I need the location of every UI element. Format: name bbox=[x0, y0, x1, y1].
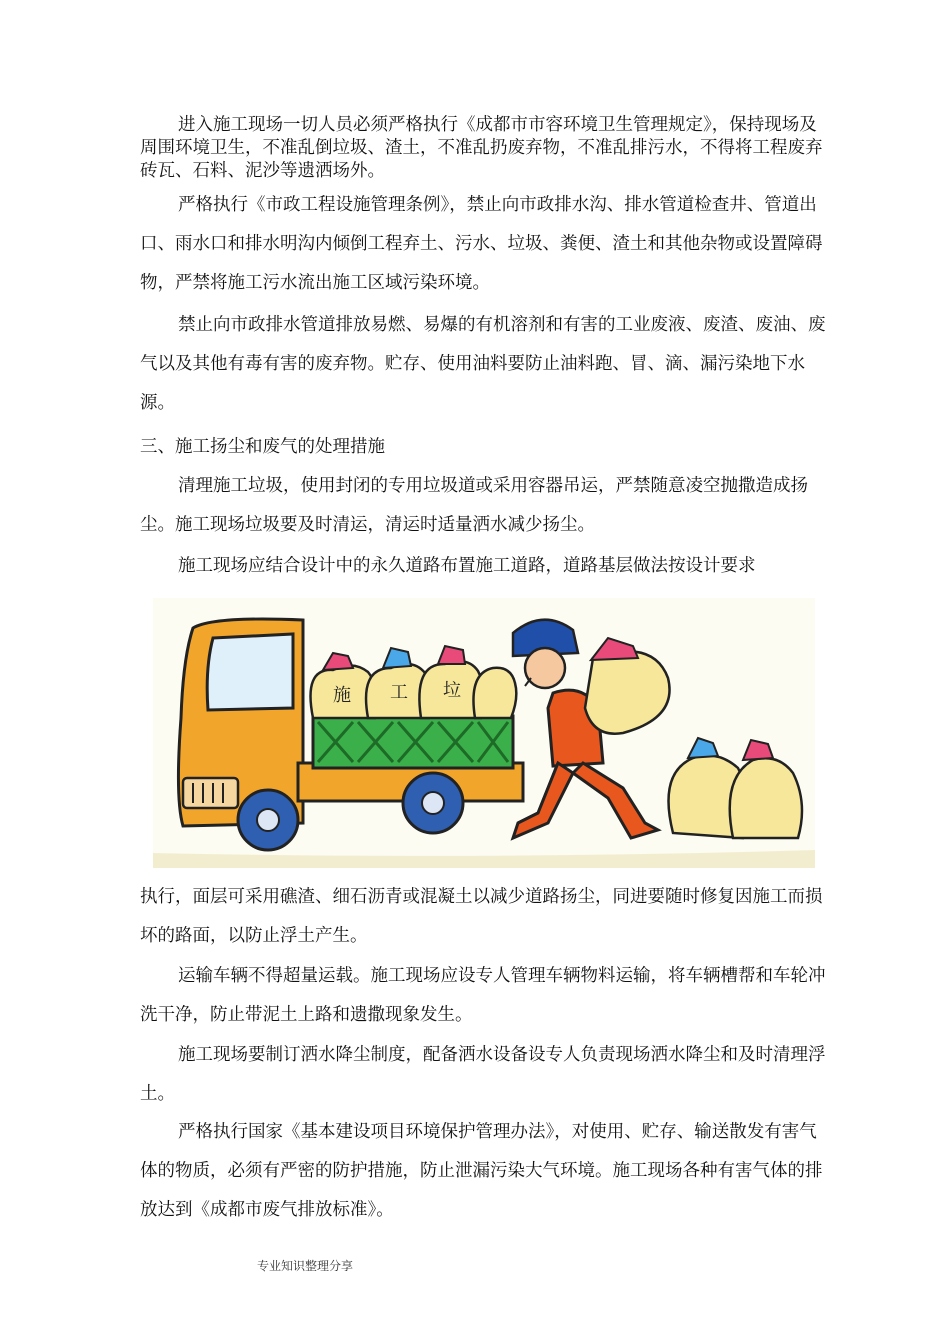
ground-bag-2 bbox=[730, 758, 802, 838]
illustration-svg bbox=[153, 598, 815, 868]
paragraph-6: 执行，面层可采用礁渣、细石沥青或混凝土以减少道路扬尘，同进要随时修复因施工而损坏的路面，以防止浮土产生。 bbox=[140, 887, 823, 946]
truck-bed bbox=[313, 716, 513, 768]
bag-label-1: 施 bbox=[333, 685, 351, 706]
paragraph-3: 禁止向市政排水管道排放易燃、易爆的有机溶剂和有害的工业废液、废渣、废油、废气以及其他有毒有害的废弃物。贮存、使用油料要防止油料跑、冒、滴、漏污染地下水源。 bbox=[140, 315, 826, 413]
paragraph-4: 清理施工垃圾，使用封闭的专用垃圾道或采用容器吊运，严禁随意凌空抛撒造成扬尘。施工现场垃圾要及时清运，清运时适量洒水减少扬尘。 bbox=[140, 476, 808, 535]
section-heading: 三、施工扬尘和废气的处理措施 bbox=[140, 437, 385, 457]
garbage-bag-4 bbox=[473, 668, 516, 718]
paragraph-1: 进入施工现场一切人员必须严格执行《成都市市容环境卫生管理规定》，保持现场及周围环境卫生，不准乱倒垃圾、渣土，不准乱扔废弃物，不准乱排污水，不得将工程废弃砖瓦、石料、泥沙等遗洒场外。 bbox=[140, 115, 823, 181]
truck-grille bbox=[183, 778, 238, 808]
truck-window bbox=[207, 634, 293, 710]
paragraph-2: 严格执行《市政工程设施管理条例》，禁止向市政排水沟、排水管道检查井、管道出口、雨水口和排水明沟内倾倒工程弃土、污水、垃圾、粪便、渣土和其他杂物或设置障碍物，严禁将施工污水流出施工区域污染环境。 bbox=[140, 195, 823, 293]
page-footer: 专业知识整理分享 bbox=[257, 1259, 354, 1273]
paragraph-8: 施工现场要制订洒水降尘制度，配备洒水设备设专人负责现场洒水降尘和及时清理浮土。 bbox=[140, 1045, 826, 1104]
construction-waste-illustration bbox=[153, 598, 815, 868]
bag-label-2: 工 bbox=[390, 682, 408, 703]
paragraph-9: 严格执行国家《基本建设项目环境保护管理办法》，对使用、贮存、输送散发有害气体的物质，必须有严密的防护措施，防止泄漏污染大气环境。施工现场各种有害气体的排放达到《成都市废气排放标准》。 bbox=[140, 1122, 823, 1220]
worker-head bbox=[525, 648, 565, 688]
paragraph-7: 运输车辆不得超量运载。施工现场应设专人管理车辆物料运输，将车辆槽帮和车轮冲洗干净，防止带泥土上路和遗撒现象发生。 bbox=[140, 966, 826, 1025]
bag-label-3: 垃 bbox=[443, 680, 461, 701]
paragraph-5: 施工现场应结合设计中的永久道路布置施工道路，道路基层做法按设计要求 bbox=[178, 556, 756, 576]
